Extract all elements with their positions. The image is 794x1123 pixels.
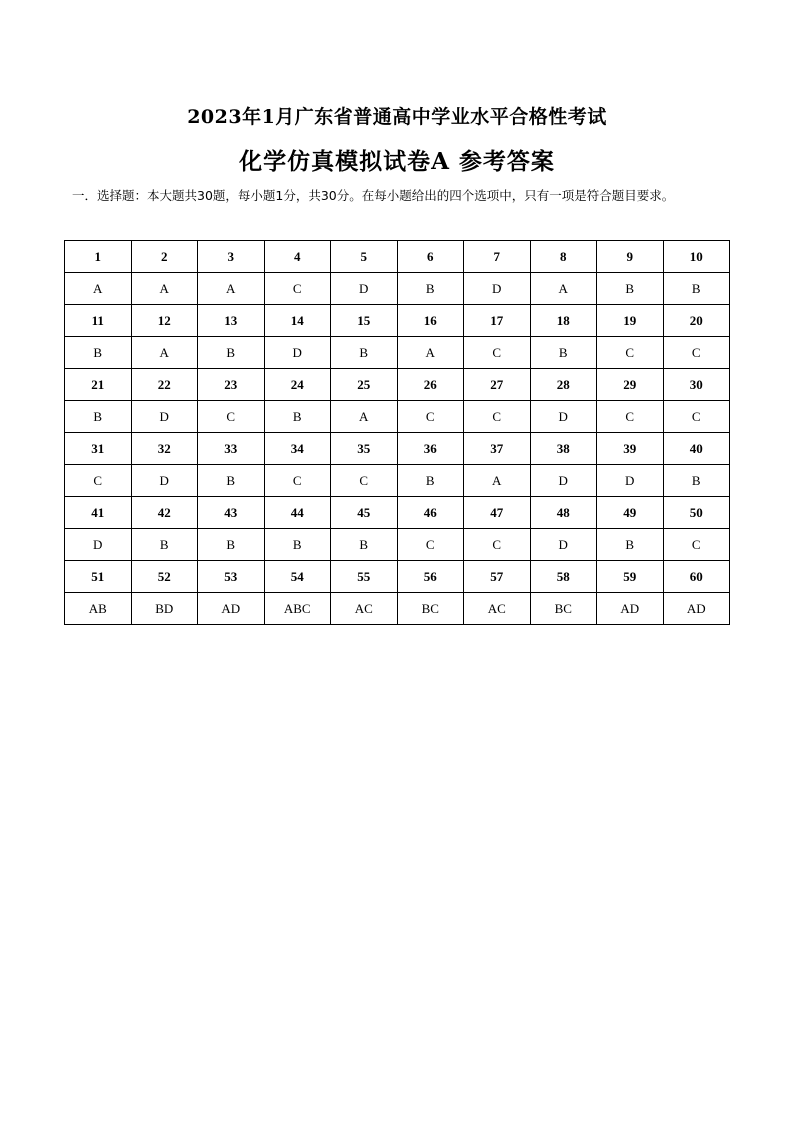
question-number-cell: 44	[264, 497, 331, 529]
question-number-cell: 25	[331, 369, 398, 401]
question-number-cell: 60	[663, 561, 730, 593]
question-number-cell: 22	[131, 369, 198, 401]
answer-cell: B	[331, 337, 398, 369]
answer-cell: B	[331, 529, 398, 561]
answer-cell: A	[464, 465, 531, 497]
answer-cell: AD	[597, 593, 664, 625]
answer-cell: A	[65, 273, 132, 305]
question-number-cell: 47	[464, 497, 531, 529]
question-number-row	[65, 305, 730, 337]
answer-cell: B	[198, 529, 265, 561]
question-number-cell: 38	[530, 433, 597, 465]
answer-cell: B	[597, 273, 664, 305]
answer-cell: B	[663, 465, 730, 497]
answer-table	[64, 240, 730, 625]
answer-cell: C	[464, 529, 531, 561]
answer-cell: A	[198, 273, 265, 305]
question-number-cell: 34	[264, 433, 331, 465]
answer-cell: C	[663, 337, 730, 369]
question-number-cell: 17	[464, 305, 531, 337]
answer-cell: C	[264, 273, 331, 305]
question-number-cell: 37	[464, 433, 531, 465]
answer-cell: C	[597, 401, 664, 433]
answer-cell: C	[663, 529, 730, 561]
question-number-cell: 2	[131, 241, 198, 273]
question-number-cell: 51	[65, 561, 132, 593]
question-number-cell: 20	[663, 305, 730, 337]
question-number-cell: 53	[198, 561, 265, 593]
answer-cell: AC	[331, 593, 398, 625]
answer-cell: C	[264, 465, 331, 497]
answer-cell: AD	[663, 593, 730, 625]
section-instructions: 一．选择题：本大题共30题，每小题1分，共30分。在每小题给出的四个选项中，只有一项是符合题目要求。	[72, 188, 675, 203]
question-number-cell: 42	[131, 497, 198, 529]
answer-cell: B	[65, 401, 132, 433]
answer-row	[65, 273, 730, 305]
answer-row	[65, 401, 730, 433]
question-number-row	[65, 369, 730, 401]
answer-cell: D	[464, 273, 531, 305]
question-number-cell: 40	[663, 433, 730, 465]
answer-cell: A	[530, 273, 597, 305]
question-number-cell: 1	[65, 241, 132, 273]
question-number-cell: 11	[65, 305, 132, 337]
question-number-cell: 12	[131, 305, 198, 337]
question-number-cell: 31	[65, 433, 132, 465]
question-number-cell: 56	[397, 561, 464, 593]
answer-row	[65, 465, 730, 497]
question-number-cell: 41	[65, 497, 132, 529]
question-number-cell: 6	[397, 241, 464, 273]
answer-cell: A	[131, 273, 198, 305]
answer-cell: BD	[131, 593, 198, 625]
question-number-cell: 45	[331, 497, 398, 529]
question-number-cell: 9	[597, 241, 664, 273]
question-number-cell: 33	[198, 433, 265, 465]
question-number-cell: 18	[530, 305, 597, 337]
question-number-cell: 35	[331, 433, 398, 465]
question-number-cell: 23	[198, 369, 265, 401]
answer-cell: C	[464, 337, 531, 369]
answer-cell: D	[131, 465, 198, 497]
answer-cell: C	[464, 401, 531, 433]
answer-cell: C	[397, 529, 464, 561]
answer-cell: B	[264, 529, 331, 561]
question-number-cell: 4	[264, 241, 331, 273]
answer-cell: B	[597, 529, 664, 561]
answer-cell: BC	[530, 593, 597, 625]
question-number-cell: 46	[397, 497, 464, 529]
page-subtitle: 化学仿真模拟试卷A 参考答案	[239, 148, 555, 175]
answer-cell: D	[131, 401, 198, 433]
answer-cell: B	[264, 401, 331, 433]
question-number-cell: 8	[530, 241, 597, 273]
answer-cell: C	[597, 337, 664, 369]
answer-cell: C	[65, 465, 132, 497]
answer-cell: B	[397, 465, 464, 497]
answer-cell: AB	[65, 593, 132, 625]
answer-cell: BC	[397, 593, 464, 625]
answer-cell: D	[530, 529, 597, 561]
answer-cell: D	[331, 273, 398, 305]
question-number-cell: 59	[597, 561, 664, 593]
answer-cell: C	[663, 401, 730, 433]
question-number-cell: 26	[397, 369, 464, 401]
question-number-cell: 52	[131, 561, 198, 593]
question-number-cell: 39	[597, 433, 664, 465]
answer-cell: D	[530, 401, 597, 433]
question-number-cell: 50	[663, 497, 730, 529]
question-number-cell: 36	[397, 433, 464, 465]
question-number-cell: 13	[198, 305, 265, 337]
answer-cell: B	[663, 273, 730, 305]
question-number-cell: 19	[597, 305, 664, 337]
answer-cell: B	[397, 273, 464, 305]
answer-cell: B	[530, 337, 597, 369]
answer-cell: C	[331, 465, 398, 497]
question-number-row	[65, 433, 730, 465]
question-number-cell: 15	[331, 305, 398, 337]
answer-cell: AD	[198, 593, 265, 625]
question-number-cell: 7	[464, 241, 531, 273]
answer-cell: A	[397, 337, 464, 369]
question-number-cell: 57	[464, 561, 531, 593]
question-number-cell: 27	[464, 369, 531, 401]
question-number-row	[65, 561, 730, 593]
answer-cell: B	[65, 337, 132, 369]
question-number-cell: 30	[663, 369, 730, 401]
answer-cell: AC	[464, 593, 531, 625]
question-number-cell: 5	[331, 241, 398, 273]
answer-cell: B	[198, 465, 265, 497]
question-number-cell: 54	[264, 561, 331, 593]
question-number-cell: 21	[65, 369, 132, 401]
question-number-cell: 24	[264, 369, 331, 401]
answer-row	[65, 593, 730, 625]
answer-cell: A	[331, 401, 398, 433]
question-number-row	[65, 497, 730, 529]
question-number-cell: 58	[530, 561, 597, 593]
answer-cell: A	[131, 337, 198, 369]
question-number-cell: 3	[198, 241, 265, 273]
answer-cell: C	[397, 401, 464, 433]
answer-cell: D	[597, 465, 664, 497]
question-number-cell: 16	[397, 305, 464, 337]
answer-cell: D	[530, 465, 597, 497]
answer-cell: ABC	[264, 593, 331, 625]
answer-cell: B	[198, 337, 265, 369]
answer-cell: D	[264, 337, 331, 369]
question-number-cell: 49	[597, 497, 664, 529]
answer-cell: C	[198, 401, 265, 433]
answer-row	[65, 529, 730, 561]
page-title: 2023年1月广东省普通高中学业水平合格性考试	[187, 106, 607, 128]
question-number-cell: 43	[198, 497, 265, 529]
question-number-cell: 10	[663, 241, 730, 273]
question-number-cell: 28	[530, 369, 597, 401]
question-number-cell: 29	[597, 369, 664, 401]
question-number-cell: 32	[131, 433, 198, 465]
question-number-cell: 14	[264, 305, 331, 337]
question-number-cell: 55	[331, 561, 398, 593]
question-number-cell: 48	[530, 497, 597, 529]
question-number-row	[65, 241, 730, 273]
answer-cell: B	[131, 529, 198, 561]
answer-cell: D	[65, 529, 132, 561]
answer-row	[65, 337, 730, 369]
